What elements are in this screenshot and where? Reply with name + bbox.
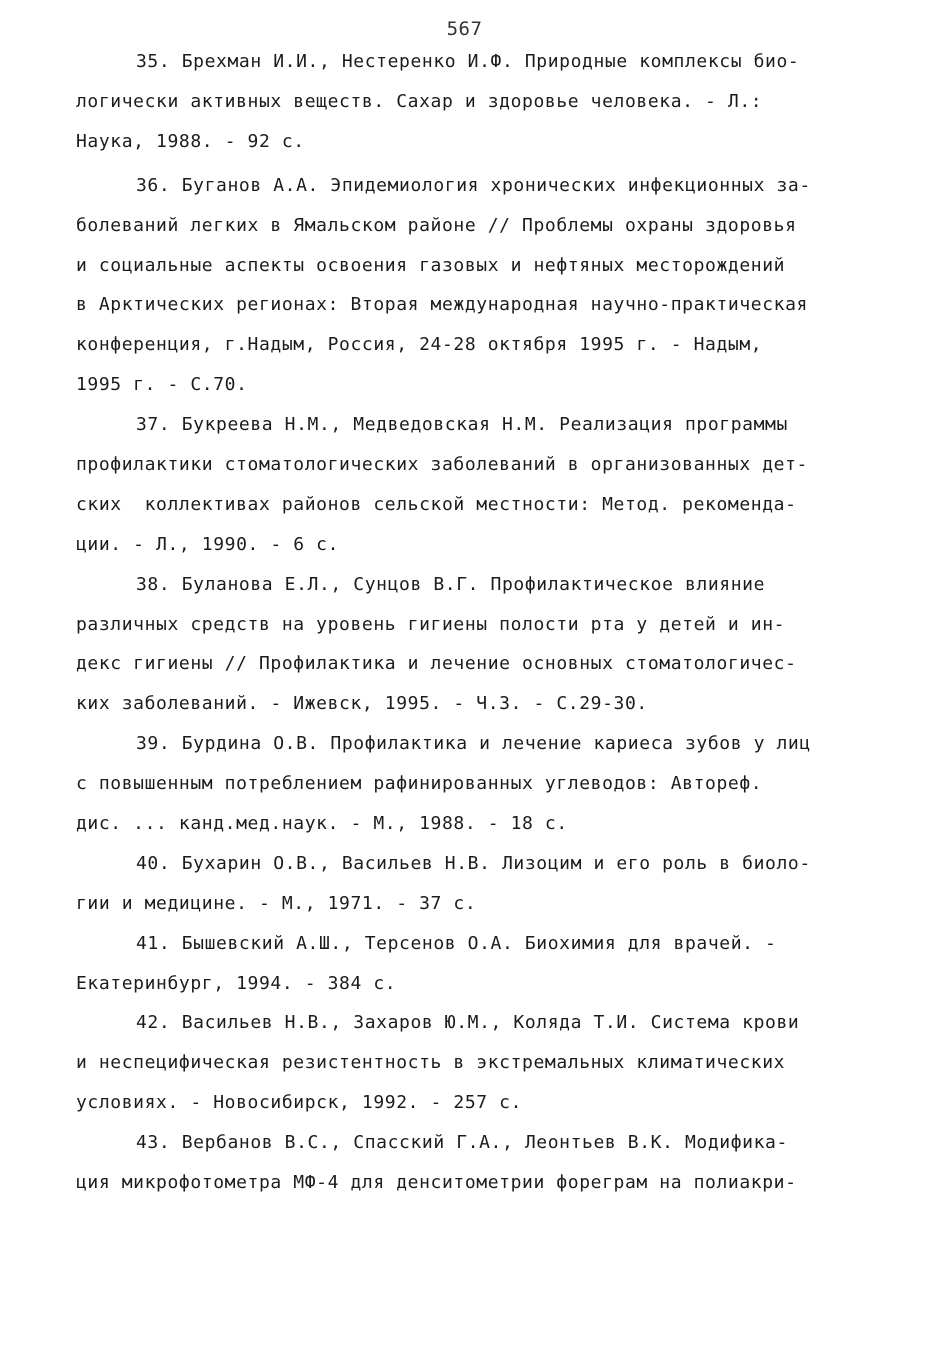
text-line: Екатеринбург, 1994. - 384 с. [76, 972, 397, 994]
text-line: 41. Бышевский А.Ш., Терсенов О.А. Биохимия для врачей. - [136, 932, 777, 954]
text-line: 1995 г. - С.70. [76, 374, 248, 396]
text-line: конференция, г.Надым, Россия, 24-28 октября 1995 г. - Надым, [76, 334, 763, 356]
text-line: условиях. - Новосибирск, 1992. - 257 с. [76, 1092, 523, 1114]
text-line: в Арктических регионах: Вторая международная научно-практическая [76, 294, 808, 316]
text-line: и неспецифическая резистентность в экстремальных климатических [76, 1052, 786, 1074]
text-line: ция микрофотометра МФ-4 для денситометрии фореграм на полиакри- [76, 1172, 797, 1194]
text-line: 40. Бухарин О.В., Васильев Н.В. Лизоцим и его роль в биоло- [136, 852, 811, 874]
text-line: Наука, 1988. - 92 с. [76, 130, 305, 152]
text-line: 35. Брехман И.И., Нестеренко И.Ф. Природные комплексы био- [136, 51, 800, 72]
page-number: 567 [446, 18, 483, 40]
text-line: логически активных веществ. Сахар и здоровье человека. - Л.: [76, 90, 763, 112]
text-line: ких заболеваний. - Ижевск, 1995. - Ч.3. - С.29-30. [76, 693, 648, 715]
text-line: ции. - Л., 1990. - 6 с. [76, 533, 340, 555]
text-line: 43. Вербанов В.С., Спасский Г.А., Леонтьев В.К. Модифика- [136, 1132, 788, 1154]
text-line: ских коллективах районов сельской местности: Метод. рекоменда- [76, 493, 797, 515]
text-line: профилактики стоматологических заболеваний в организованных дет- [76, 454, 808, 476]
text-line: 37. Букреева Н.М., Медведовская Н.М. Реализация программы [136, 414, 788, 436]
text-line: различных средств на уровень гигиены полости рта у детей и ин- [76, 613, 786, 635]
text-line: 38. Буланова Е.Л., Сунцов В.Г. Профилактическое влияние [136, 573, 766, 595]
text-line: с повышенным потреблением рафинированных углеводов: Автореф. [76, 773, 763, 795]
bibliography-list [76, 50, 866, 1211]
text-line: 42. Васильев Н.В., Захаров Ю.М., Коляда Т.И. Система крови [136, 1012, 800, 1034]
text-line: и социальные аспекты освоения газовых и нефтяных месторождений [76, 254, 786, 276]
text-line: гии и медицине. - М., 1971. - 37 с. [76, 892, 477, 914]
text-line: дис. ... канд.мед.наук. - М., 1988. - 18 с. [76, 813, 568, 835]
text-line: декс гигиены // Профилактика и лечение основных стоматологичес- [76, 653, 797, 675]
text-line: 36. Буганов А.А. Эпидемиология хронических инфекционных за- [136, 174, 811, 196]
text-line: 39. Бурдина О.В. Профилактика и лечение кариеса зубов у лиц [136, 733, 811, 755]
text-line: болеваний легких в Ямальском районе // Проблемы охраны здоровья [76, 214, 797, 236]
